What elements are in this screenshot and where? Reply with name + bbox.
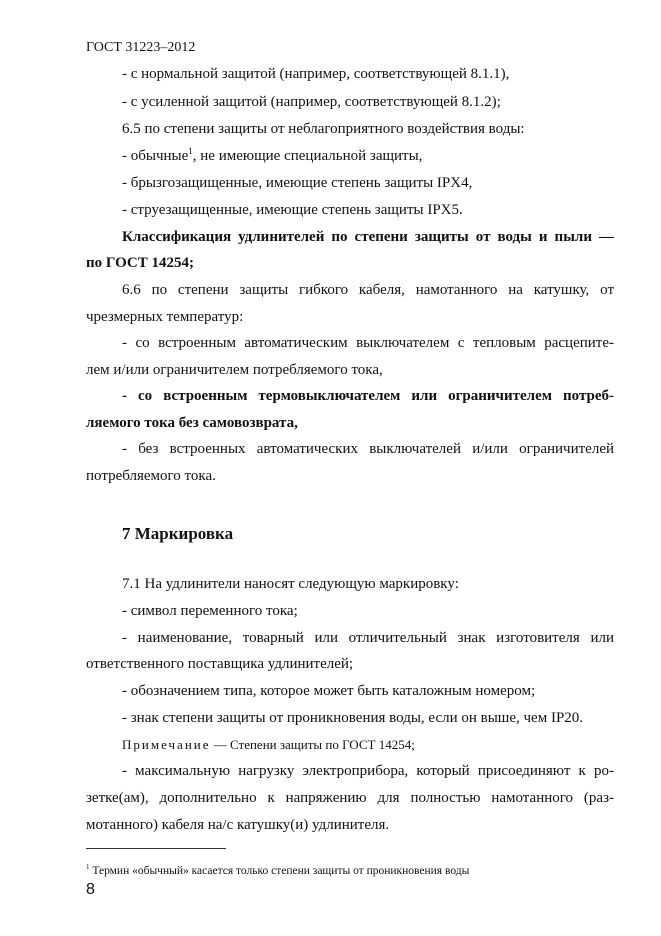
section-7-heading: 7 Маркировка xyxy=(122,524,234,543)
marking-item-load-line-2: зетке(ам), дополнительно к напряжению для полностью намотанного (раз- xyxy=(86,790,614,806)
list-item-thermo-switch-line-2: ляемого тока без самовозврата, xyxy=(86,415,298,431)
note-label: Примечание xyxy=(122,737,211,752)
clause-6-5: 6.5 по степени защиты от неблагоприятного воздействия воды: xyxy=(122,121,525,137)
classification-bold-line-1: Классификация удлинителей по степени защиты от воды и пыли — xyxy=(122,229,614,245)
marking-item-name-line-1: - наименование, товарный или отличительный знак изготовителя или xyxy=(122,630,614,646)
footnote-ref: 1 xyxy=(188,146,193,156)
clause-6-6-line-2: чрезмерных температур: xyxy=(86,309,244,325)
list-item-ordinary xyxy=(122,146,422,166)
clause-7-1: 7.1 На удлинители наносят следующую маркировку: xyxy=(122,576,459,592)
marking-item-ac-symbol: - символ переменного тока; xyxy=(122,603,298,619)
list-item-without-breakers-line-2: потребляемого тока. xyxy=(86,468,216,484)
marking-item-name-line-2: ответственного поставщика удлинителей; xyxy=(86,656,354,672)
clause-6-6-line-1: 6.6 по степени защиты гибкого кабеля, намотанного на катушку, от xyxy=(122,282,614,298)
list-item-jetproof: - струезащищенные, имеющие степень защиты IPX5. xyxy=(122,202,463,218)
marking-item-type: - обозначением типа, которое может быть каталожным номером; xyxy=(122,683,536,699)
list-item-enhanced-protection: - с усиленной защитой (например, соответствующей 8.1.2); xyxy=(122,94,501,110)
footnote xyxy=(86,860,469,878)
list-item-ordinary-rest: , не имеющие специальной защиты, xyxy=(192,148,423,164)
list-item-without-breakers-line-1: - без встроенных автоматических выключателей и/или ограничителей xyxy=(122,441,614,457)
list-item-splashproof: - брызгозащищенные, имеющие степень защиты IPX4, xyxy=(122,175,473,191)
marking-item-ip-rating: - знак степени защиты от проникновения воды, если он выше, чем IP20. xyxy=(122,710,584,726)
footnote-marker: 1 xyxy=(86,863,90,871)
list-item-thermo-switch-line-1: - со встроенным термовыключателем или ограничителем потреб- xyxy=(122,388,614,404)
marking-item-load-line-3: мотанного) кабеля на/с катушку(и) удлинителя. xyxy=(86,817,390,833)
list-item-auto-breaker-line-1: - со встроенным автоматическим выключателем с тепловым расцепите- xyxy=(122,335,614,351)
list-item-ordinary-text: - обычные xyxy=(122,148,189,164)
marking-item-load-line-1: - максимальную нагрузку электроприбора, который присоединяют к ро- xyxy=(122,763,614,779)
page-number: 8 xyxy=(86,881,95,898)
list-item-normal-protection: - с нормальной защитой (например, соответствующей 8.1.1), xyxy=(122,66,510,82)
note xyxy=(122,735,415,755)
footnote-text: Термин «обычный» касается только степени защиты от проникновения воды xyxy=(89,864,470,877)
footnote-separator xyxy=(86,848,226,849)
classification-bold-line-2: по ГОСТ 14254; xyxy=(86,255,194,271)
list-item-auto-breaker-line-2: лем и/или ограничителем потребляемого тока, xyxy=(86,362,383,378)
note-text: — Степени защиты по ГОСТ 14254; xyxy=(210,737,415,752)
page-header: ГОСТ 31223–2012 xyxy=(86,40,196,55)
